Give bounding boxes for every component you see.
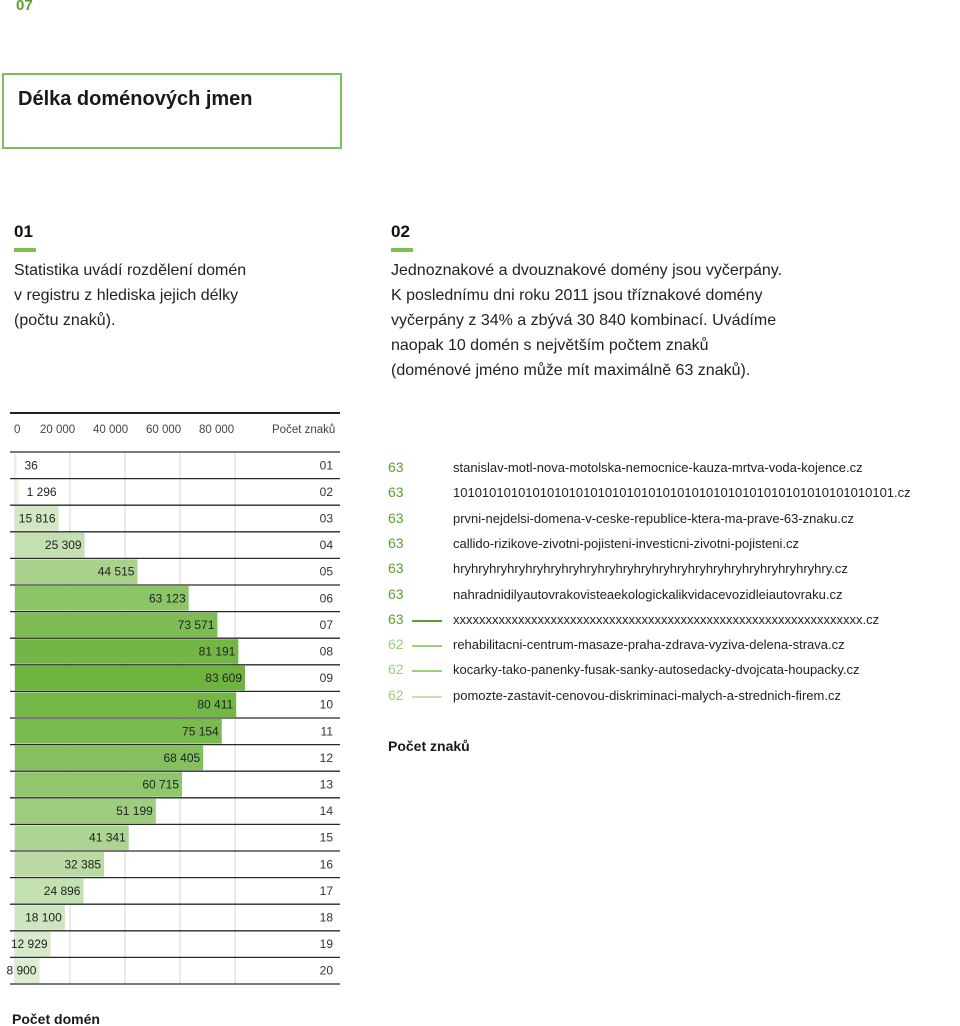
length-tick — [412, 696, 442, 698]
x-tick-label: 0 — [14, 424, 21, 436]
section-2-line-3: vyčerpány z 34% a zbývá 30 840 kombinací. Uvádíme — [391, 312, 777, 329]
bar-value-label: 32 385 — [64, 857, 102, 872]
bar-value-label: 51 199 — [116, 804, 153, 819]
length-tick — [412, 645, 442, 647]
bar-value-label: 80 411 — [197, 697, 234, 712]
domain-name: hryhryhryhryhryhryhryhryhryhryhryhryhryhryhryhryhryhryhryhryhry.cz — [453, 561, 848, 577]
category-label: 01 — [319, 458, 333, 473]
category-label: 02 — [319, 484, 333, 499]
bar-value-label: 73 571 — [177, 617, 215, 632]
domain-length-count: 63 — [388, 509, 404, 526]
x-tick-label: 40 000 — [93, 424, 129, 436]
bar-value-label: 83 609 — [205, 671, 242, 686]
category-label: 16 — [319, 857, 333, 872]
category-label: 18 — [319, 910, 333, 925]
x-tick-label: 60 000 — [146, 424, 182, 436]
bar-value-label: 63 123 — [148, 591, 186, 606]
bar-value-label: 81 191 — [198, 644, 236, 659]
category-label: 19 — [319, 937, 333, 952]
section-1-line-3: (počtu znaků). — [14, 312, 116, 329]
domain-length-count: 62 — [388, 661, 404, 678]
bar-value-label: 75 154 — [182, 724, 219, 739]
bar-value-label: 41 341 — [89, 830, 126, 845]
category-label: 04 — [319, 538, 333, 553]
category-label: 11 — [320, 724, 333, 739]
y-axis-title: Počet znaků — [272, 424, 336, 436]
bar-value-label: 25 309 — [44, 538, 82, 553]
category-label: 12 — [319, 750, 333, 765]
bar-value-label: 12 929 — [10, 937, 48, 952]
length-tick — [412, 620, 442, 622]
section-1-line-1: Statistika uvádí rozdělení domén — [14, 262, 247, 279]
domain-name: kocarky-tako-panenky-fusak-sanky-autosedacky-dvojcata-houpacky.cz — [453, 662, 860, 678]
bar-value-label: 60 715 — [142, 777, 180, 792]
x-tick-label: 20 000 — [40, 424, 76, 436]
section-1-number: 01 — [14, 222, 33, 241]
bar-value-label: 36 — [24, 458, 38, 473]
length-tick — [412, 670, 442, 672]
x-tick-label: 80 000 — [199, 424, 235, 436]
domain-length-count: 62 — [388, 636, 404, 653]
domain-name: callido-rizikove-zivotni-pojisteni-investicni-zivotni-pojisteni.cz — [453, 535, 800, 551]
category-label: 20 — [319, 963, 333, 978]
bar — [15, 480, 19, 505]
bar-value-label: 8 900 — [6, 963, 37, 978]
category-label: 13 — [319, 777, 333, 792]
section-2-line-5: (doménové jméno může mít maximálně 63 znaků). — [391, 362, 751, 379]
category-label: 06 — [319, 591, 333, 606]
domain-name: 1010101010101010101010101010101010101010101010101010101010101.cz — [453, 485, 911, 501]
longest-domains-label: Počet znaků — [388, 738, 470, 754]
section-2-number: 02 — [391, 222, 410, 241]
page-title: Délka doménových jmen — [18, 88, 253, 110]
bar-value-label: 1 296 — [26, 484, 57, 499]
bar-value-label: 15 816 — [18, 511, 56, 526]
domain-name: xxxxxxxxxxxxxxxxxxxxxxxxxxxxxxxxxxxxxxxxxxxxxxxxxxxxxxxxxxxxxxx.cz — [453, 611, 880, 627]
section-1-line-2: v registru z hlediska jejich délky — [14, 287, 239, 304]
domain-length-count: 63 — [388, 610, 404, 627]
x-axis-title: Počet domén — [12, 1011, 100, 1026]
bar-value-label: 68 405 — [163, 750, 201, 765]
domain-name: prvni-nejdelsi-domena-v-ceske-republice-ktera-ma-prave-63-znaku.cz — [453, 510, 854, 526]
section-2-line-1: Jednoznakové a dvouznakové domény jsou vyčerpány. — [391, 262, 783, 279]
category-label: 07 — [319, 617, 333, 632]
domain-length-count: 63 — [388, 534, 404, 551]
domain-length-count: 63 — [388, 484, 404, 501]
category-label: 09 — [319, 671, 333, 686]
bar-value-label: 18 100 — [25, 910, 62, 925]
category-label: 17 — [319, 883, 333, 898]
category-label: 08 — [319, 644, 333, 659]
domain-length-count: 63 — [388, 585, 404, 602]
bar-value-label: 44 515 — [97, 564, 135, 579]
domain-length-count: 62 — [388, 686, 404, 703]
domain-name: rehabilitacni-centrum-masaze-praha-zdrava-vyziva-delena-strava.cz — [453, 637, 845, 653]
category-label: 10 — [319, 697, 333, 712]
section-2-line-4: naopak 10 domén s největším počtem znaků — [391, 337, 709, 354]
domain-length-count: 63 — [388, 560, 404, 577]
category-label: 03 — [319, 511, 333, 526]
domain-name: nahradnidilyautovrakovisteaekologickalikvidacevozidleiautovraku.cz — [453, 586, 843, 602]
domain-length-count: 63 — [388, 459, 404, 475]
page-number: 07 — [16, 0, 76, 16]
section-2-line-2: K poslednímu dni roku 2011 jsou tříznakové domény — [391, 287, 763, 304]
bar — [15, 453, 17, 478]
category-label: 14 — [319, 804, 333, 819]
bar-value-label: 24 896 — [43, 883, 81, 898]
category-label: 05 — [319, 564, 333, 579]
category-label: 15 — [319, 830, 333, 845]
domain-name: pomozte-zastavit-cenovou-diskriminaci-malych-a-strednich-firem.cz — [453, 687, 841, 703]
domain-name: stanislav-motl-nova-motolska-nemocnice-kauza-mrtva-voda-kojence.cz — [453, 460, 863, 475]
